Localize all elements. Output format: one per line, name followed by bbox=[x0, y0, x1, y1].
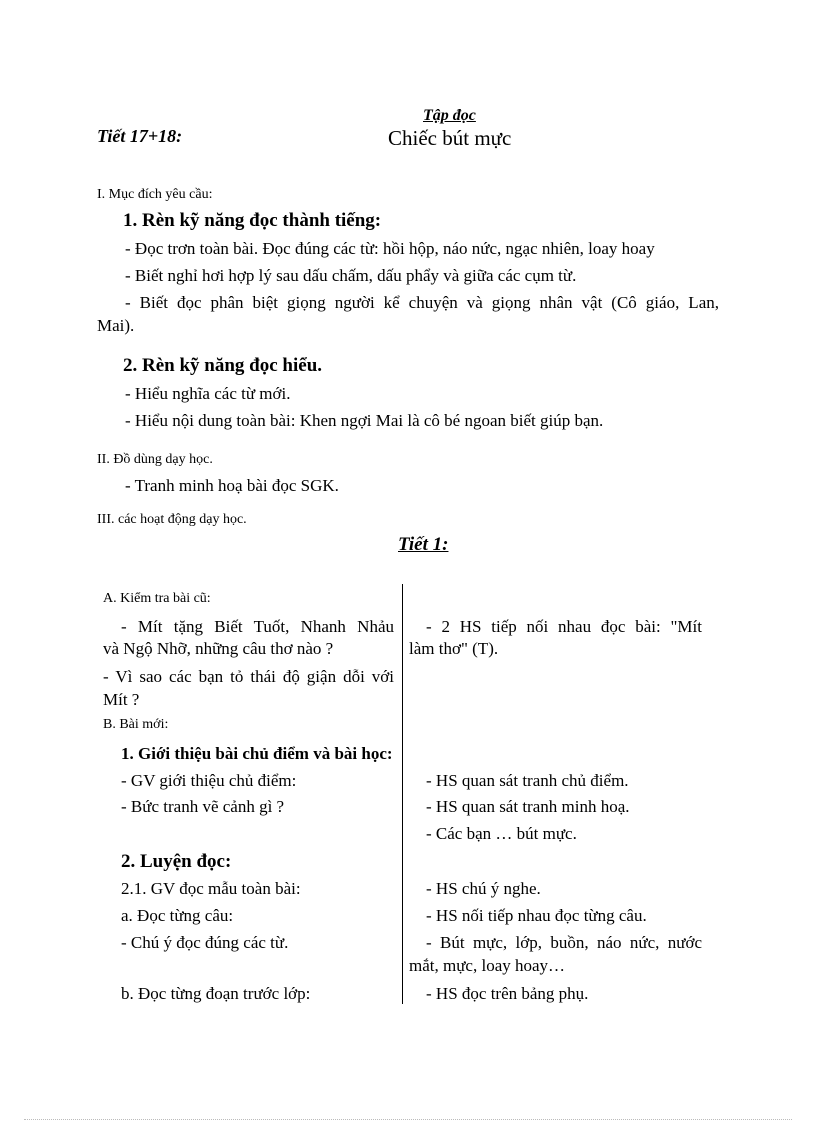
section-2-item-1: - Tranh minh hoạ bài đọc SGK. bbox=[125, 476, 339, 495]
section-2-heading: II. Đồ dùng dạy học. bbox=[97, 452, 213, 467]
part-a-teacher-2-line1: - Vì sao các bạn tỏ thái độ giận dỗi với bbox=[103, 667, 394, 686]
part-a-student-line2: làm thơ" (T). bbox=[409, 639, 499, 658]
part-1-item-2: - Biết nghỉ hơi hợp lý sau dấu chấm, dấu phẩy và giữa các cụm từ. bbox=[125, 266, 577, 285]
page-bottom-border bbox=[24, 1119, 792, 1120]
b2-teacher-4: b. Đọc từng đoạn trước lớp: bbox=[121, 984, 311, 1003]
b2-teacher-2: a. Đọc từng câu: bbox=[121, 906, 234, 925]
section-3-heading: III. các hoạt động dạy học. bbox=[97, 512, 247, 527]
part-1-item-1: - Đọc trơn toàn bài. Đọc đúng các từ: hồi hộp, náo nức, ngạc nhiên, loay hoay bbox=[125, 239, 655, 258]
part-2-item-1: - Hiểu nghĩa các từ mới. bbox=[125, 384, 291, 403]
lesson-number: Tiết 17+18: bbox=[97, 126, 183, 146]
period-title: Tiết 1: bbox=[398, 534, 449, 555]
b2-teacher-1: 2.1. GV đọc mẫu toàn bài: bbox=[121, 879, 301, 898]
part-b1-heading: 1. Giới thiệu bài chủ điểm và bài học: bbox=[121, 744, 393, 763]
b1-student-1: - HS quan sát tranh chủ điểm. bbox=[426, 771, 629, 790]
b2-student-3-cont: mắt, mực, loay hoay… bbox=[409, 956, 566, 975]
part-a-teacher-1-line1: - Mít tặng Biết Tuốt, Nhanh Nhảu bbox=[121, 617, 394, 636]
part-a-teacher-1-line2: và Ngộ Nhỡ, những câu thơ nào ? bbox=[103, 639, 334, 658]
column-divider bbox=[402, 584, 403, 1004]
b2-student-2: - HS nối tiếp nhau đọc từng câu. bbox=[426, 906, 647, 925]
b1-student-2: - HS quan sát tranh minh hoạ. bbox=[426, 797, 630, 816]
section-1-heading: I. Mục đích yêu cầu: bbox=[97, 187, 213, 202]
page-title: Chiếc bút mực bbox=[388, 126, 512, 150]
part-2-heading: 2. Rèn kỹ năng đọc hiểu. bbox=[123, 355, 323, 376]
b1-teacher-1: - GV giới thiệu chủ điểm: bbox=[121, 771, 297, 790]
b2-student-3: - Bút mực, lớp, buồn, náo nức, nước bbox=[426, 933, 702, 952]
part-a-student-line1: - 2 HS tiếp nối nhau đọc bài: "Mít bbox=[426, 617, 702, 636]
b1-teacher-2: - Bức tranh vẽ cảnh gì ? bbox=[121, 797, 285, 816]
part-2-item-2: - Hiểu nội dung toàn bài: Khen ngợi Mai là cô bé ngoan biết giúp bạn. bbox=[125, 411, 604, 430]
part-1-item-3-cont: Mai). bbox=[97, 316, 135, 335]
part-b2-heading: 2. Luyện đọc: bbox=[121, 851, 232, 872]
subject-label: Tập đọc bbox=[423, 107, 476, 124]
part-a-heading: A. Kiểm tra bài cũ: bbox=[103, 591, 211, 606]
b2-student-4: - HS đọc trên bảng phụ. bbox=[426, 984, 589, 1003]
part-1-heading: 1. Rèn kỹ năng đọc thành tiếng: bbox=[123, 210, 382, 231]
b1-student-3: - Các bạn … bút mực. bbox=[426, 824, 577, 843]
b2-teacher-3: - Chú ý đọc đúng các từ. bbox=[121, 933, 289, 952]
part-a-teacher-2-line2: Mít ? bbox=[103, 690, 140, 709]
b2-student-1: - HS chú ý nghe. bbox=[426, 879, 541, 898]
part-1-item-3: - Biết đọc phân biệt giọng người kể chuyện và giọng nhân vật (Cô giáo, Lan, bbox=[125, 293, 719, 312]
part-b-heading: B. Bài mới: bbox=[103, 717, 169, 732]
